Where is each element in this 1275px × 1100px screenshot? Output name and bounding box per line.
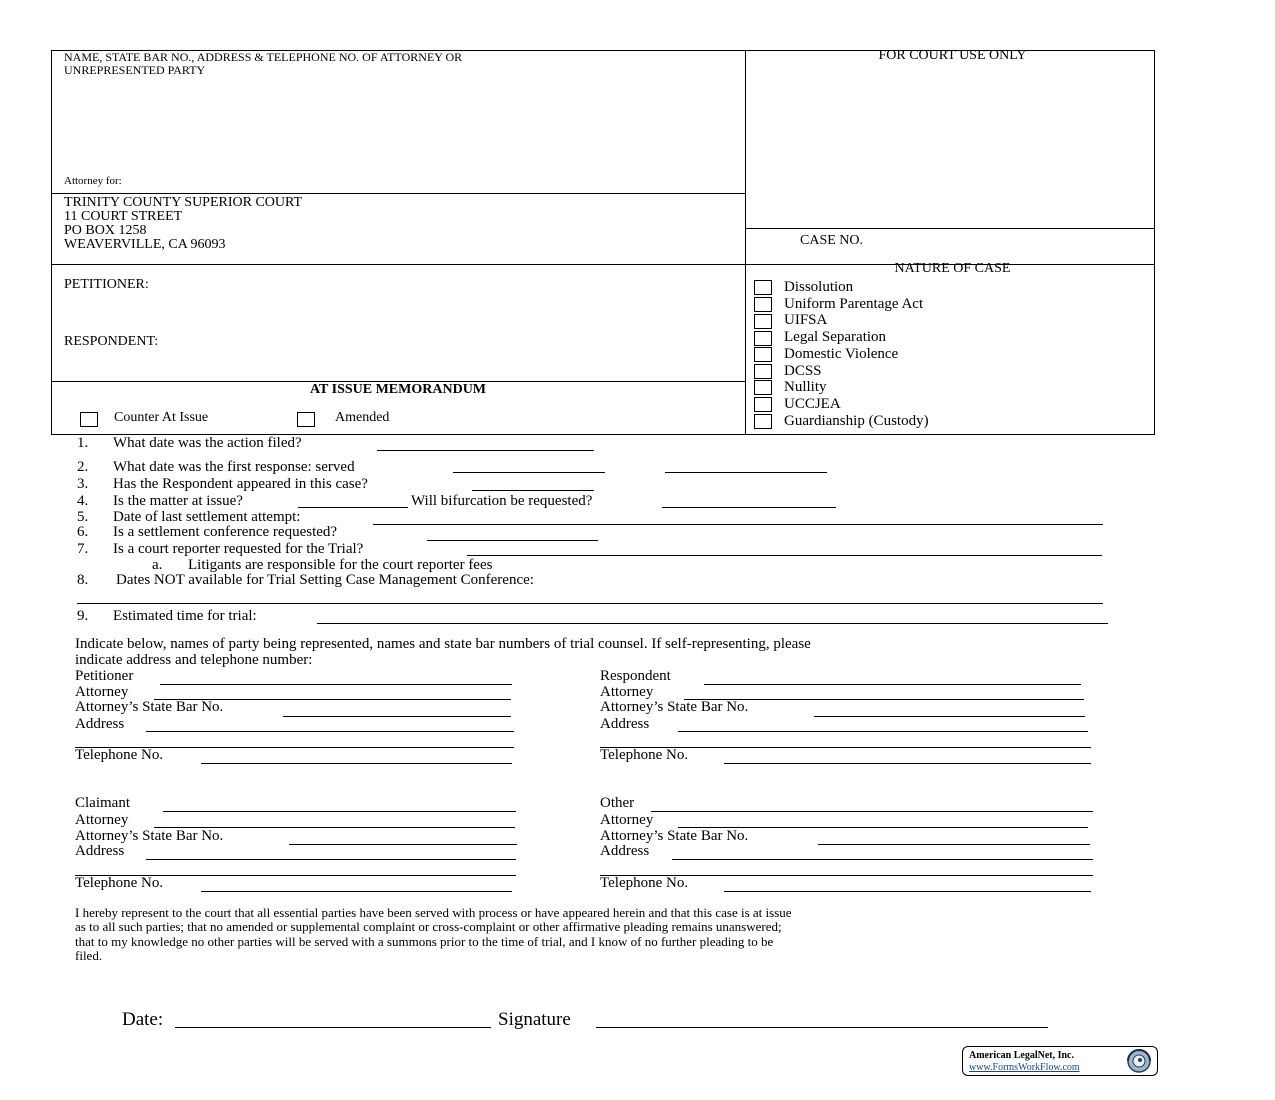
q6-field[interactable] bbox=[427, 540, 598, 541]
uccjea-checkbox[interactable] bbox=[754, 397, 772, 412]
q3-field[interactable] bbox=[472, 490, 594, 491]
claimant-state-bar-label: Attorney’s State Bar No. bbox=[75, 828, 224, 844]
claimant-address-label: Address bbox=[75, 843, 125, 859]
respondent-address-label: Address bbox=[600, 716, 650, 732]
q7-text: Is a court reporter requested for the Trial? bbox=[113, 541, 364, 557]
footer-url[interactable]: www.FormsWorkFlow.com bbox=[969, 1062, 1080, 1073]
claimant-attorney-label: Attorney bbox=[75, 812, 129, 828]
court-name: TRINITY COUNTY SUPERIOR COURT bbox=[64, 195, 303, 210]
uniform-parentage-act-checkbox[interactable] bbox=[754, 297, 772, 312]
other-telephone-label: Telephone No. bbox=[600, 875, 689, 891]
petitioner-label: PETITIONER: bbox=[64, 277, 149, 292]
dcss-checkbox[interactable] bbox=[754, 364, 772, 379]
court-street: 11 COURT STREET bbox=[64, 209, 183, 224]
domestic-violence-checkbox[interactable] bbox=[754, 347, 772, 362]
q3-text: Has the Respondent appeared in this case? bbox=[113, 476, 368, 492]
caseno-top-divider bbox=[745, 228, 1155, 229]
petitioner-address-field[interactable] bbox=[146, 731, 514, 732]
nullity-label: Nullity bbox=[784, 379, 827, 395]
counter-at-issue-label: Counter At Issue bbox=[114, 410, 209, 425]
respondent-telephone-field[interactable] bbox=[724, 763, 1091, 764]
respondent-label: RESPONDENT: bbox=[64, 334, 159, 349]
signature-label: Signature bbox=[498, 1009, 571, 1030]
q9-field[interactable] bbox=[317, 623, 1108, 624]
q1-field[interactable] bbox=[377, 450, 594, 451]
amended-checkbox[interactable] bbox=[297, 412, 315, 427]
other-telephone-field[interactable] bbox=[724, 891, 1091, 892]
uniform-parentage-act-label: Uniform Parentage Act bbox=[784, 296, 924, 312]
q7a-text: Litigants are responsible for the court reporter fees bbox=[188, 557, 493, 573]
uccjea-label: UCCJEA bbox=[784, 396, 841, 412]
date-label: Date: bbox=[122, 1009, 164, 1030]
petitioner-address-label: Address bbox=[75, 716, 125, 732]
q6-text: Is a settlement conference requested? bbox=[113, 524, 338, 540]
q2-text: What date was the first response: served bbox=[113, 459, 355, 475]
legal-separation-checkbox[interactable] bbox=[754, 331, 772, 346]
other-state-bar-label: Attorney’s State Bar No. bbox=[600, 828, 749, 844]
guardianship-checkbox[interactable] bbox=[754, 414, 772, 429]
q1-text: What date was the action filed? bbox=[113, 435, 302, 451]
petitioner-telephone-field[interactable] bbox=[201, 763, 512, 764]
date-field[interactable] bbox=[175, 1027, 491, 1028]
attorney-label: NAME, STATE BAR NO., ADDRESS & TELEPHONE NO. OF ATTORNEY OR bbox=[64, 50, 463, 64]
q1-number: 1. bbox=[77, 435, 89, 451]
instructions-line-1: Indicate below, names of party being represented, names and state bar numbers of trial counsel. If self-representing, please bbox=[75, 636, 811, 652]
other-address-label: Address bbox=[600, 843, 650, 859]
claimant-address-field[interactable] bbox=[146, 859, 516, 860]
case-no-label: CASE NO. bbox=[800, 233, 864, 248]
q8-number: 8. bbox=[77, 572, 89, 588]
dissolution-checkbox[interactable] bbox=[754, 280, 772, 295]
q2-number: 2. bbox=[77, 459, 89, 475]
petitioner-party-label: Petitioner bbox=[75, 668, 134, 684]
q5-text: Date of last settlement attempt: bbox=[113, 509, 301, 525]
other-state-bar-field[interactable] bbox=[818, 844, 1090, 845]
dcss-label: DCSS bbox=[784, 363, 822, 379]
declaration-line-1: I hereby represent to the court that all essential parties have been served with process or have appeared herein and that this case is at issue bbox=[75, 905, 792, 920]
other-name-field[interactable] bbox=[651, 811, 1093, 812]
uifsa-checkbox[interactable] bbox=[754, 314, 772, 329]
claimant-name-field[interactable] bbox=[163, 811, 516, 812]
attorney-for-label: Attorney for: bbox=[64, 175, 122, 187]
q9-text: Estimated time for trial: bbox=[113, 608, 257, 624]
signature-field[interactable] bbox=[596, 1027, 1048, 1028]
petitioner-state-bar-label: Attorney’s State Bar No. bbox=[75, 699, 224, 715]
counter-at-issue-checkbox[interactable] bbox=[80, 412, 98, 427]
q7a-letter: a. bbox=[152, 557, 163, 573]
claimant-party-label: Claimant bbox=[75, 795, 130, 811]
uifsa-label: UIFSA bbox=[784, 312, 828, 328]
footer-logo bbox=[962, 1046, 1158, 1076]
globe-icon bbox=[1123, 1048, 1153, 1074]
footer-company: American LegalNet, Inc. bbox=[969, 1050, 1074, 1061]
q7-number: 7. bbox=[77, 541, 89, 557]
q3-number: 3. bbox=[77, 476, 89, 492]
nature-of-case-title: NATURE OF CASE bbox=[894, 261, 1011, 276]
amended-label: Amended bbox=[335, 410, 390, 425]
declaration-line-2: as to all such parties; that no amended or supplemental complaint or cross-complaint or other affirmative pleading remains unanswered; bbox=[75, 919, 782, 934]
respondent-attorney-label: Attorney bbox=[600, 684, 654, 700]
petitioner-name-field[interactable] bbox=[160, 684, 512, 685]
nullity-checkbox[interactable] bbox=[754, 380, 772, 395]
respondent-state-bar-field[interactable] bbox=[814, 716, 1085, 717]
q8-field[interactable] bbox=[77, 603, 1103, 604]
court-city: WEAVERVILLE, CA 96093 bbox=[64, 237, 226, 252]
q2-date-field[interactable] bbox=[665, 472, 827, 473]
other-attorney-label: Attorney bbox=[600, 812, 654, 828]
attorney-divider bbox=[51, 193, 745, 194]
claimant-telephone-field[interactable] bbox=[201, 891, 512, 892]
respondent-name-field[interactable] bbox=[704, 684, 1081, 685]
attorney-label-2: UNREPRESENTED PARTY bbox=[64, 63, 206, 77]
q4b-field[interactable] bbox=[662, 507, 836, 508]
petitioner-attorney-label: Attorney bbox=[75, 684, 129, 700]
court-pobox: PO BOX 1258 bbox=[64, 223, 147, 238]
claimant-state-bar-field[interactable] bbox=[289, 844, 517, 845]
q4b-text: Will bifurcation be requested? bbox=[411, 493, 593, 509]
q6-number: 6. bbox=[77, 524, 89, 540]
respondent-telephone-label: Telephone No. bbox=[600, 747, 689, 763]
form-title: AT ISSUE MEMORANDUM bbox=[309, 382, 487, 397]
claimant-telephone-label: Telephone No. bbox=[75, 875, 164, 891]
instructions-line-2: indicate address and telephone number: bbox=[75, 652, 313, 668]
other-address-field[interactable] bbox=[672, 859, 1093, 860]
respondent-address-field[interactable] bbox=[678, 731, 1088, 732]
petitioner-telephone-label: Telephone No. bbox=[75, 747, 164, 763]
header-divider bbox=[745, 50, 746, 435]
declaration-line-3: that to my knowledge no other parties will be served with a summons prior to the time of trial, and I know of no further pleading to be bbox=[75, 934, 774, 949]
q4-number: 4. bbox=[77, 493, 89, 509]
respondent-state-bar-label: Attorney’s State Bar No. bbox=[600, 699, 749, 715]
q5-number: 5. bbox=[77, 509, 89, 525]
q4-text: Is the matter at issue? bbox=[113, 493, 243, 509]
q9-number: 9. bbox=[77, 608, 89, 624]
domestic-violence-label: Domestic Violence bbox=[784, 346, 899, 362]
respondent-party-label: Respondent bbox=[600, 668, 671, 684]
q8-text: Dates NOT available for Trial Setting Case Management Conference: bbox=[116, 572, 534, 588]
other-party-label: Other bbox=[600, 795, 635, 811]
petitioner-state-bar-field[interactable] bbox=[283, 716, 511, 717]
guardianship-label: Guardianship (Custody) bbox=[784, 413, 929, 429]
court-use-label: FOR COURT USE ONLY bbox=[878, 48, 1027, 63]
q2-served-field[interactable] bbox=[453, 472, 605, 473]
q4-field[interactable] bbox=[298, 507, 408, 508]
dissolution-label: Dissolution bbox=[784, 279, 854, 295]
legal-separation-label: Legal Separation bbox=[784, 329, 887, 345]
q7-field[interactable] bbox=[467, 555, 1102, 556]
q5-field[interactable] bbox=[373, 524, 1103, 525]
declaration-line-4: filed. bbox=[75, 948, 103, 963]
